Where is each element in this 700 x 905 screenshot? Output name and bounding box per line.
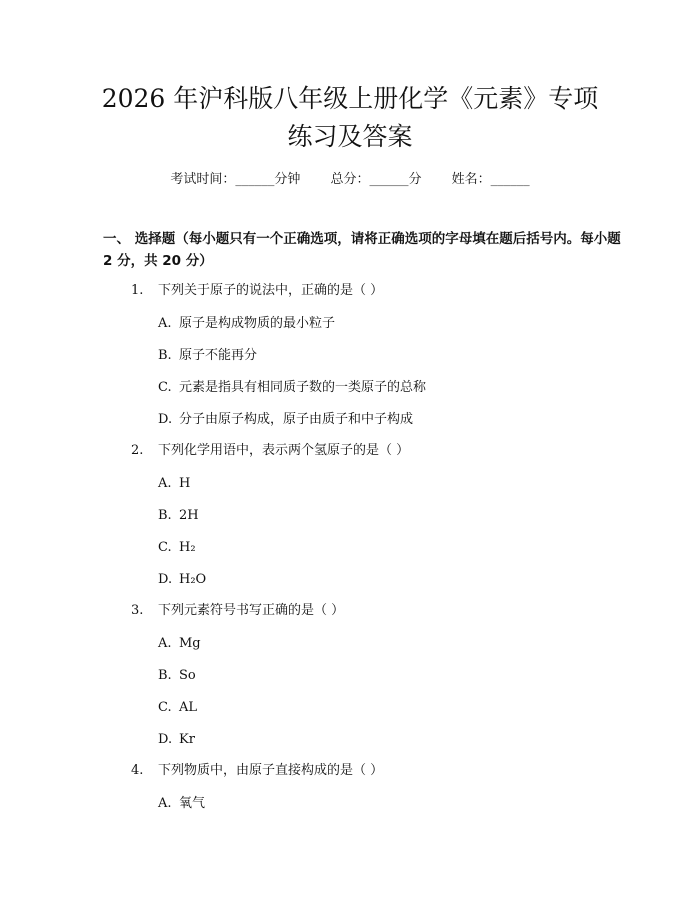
question-1-option-a — [158, 314, 335, 334]
option-label: C. — [158, 540, 172, 555]
question-1-option-b — [158, 346, 257, 366]
question-3-option-d — [158, 730, 195, 750]
question-text: 下列关于原子的说法中，正确的是（ ） — [158, 283, 384, 298]
option-label: C. — [158, 380, 172, 395]
option-label: A. — [158, 636, 172, 651]
question-text: 下列元素符号书写正确的是（ ） — [158, 603, 345, 618]
question-1 — [131, 281, 383, 301]
question-text: 下列物质中，由原子直接构成的是（ ） — [158, 763, 384, 778]
option-text: 原子是构成物质的最小粒子 — [179, 316, 336, 331]
option-text: 2H — [179, 508, 199, 523]
option-label: B. — [158, 508, 172, 523]
option-text: H — [179, 476, 191, 491]
question-number: 2. — [131, 443, 144, 458]
option-label: A. — [158, 316, 172, 331]
question-3-option-a — [158, 634, 201, 654]
question-4 — [131, 761, 383, 781]
option-label: A. — [158, 796, 172, 811]
option-text: AL — [179, 700, 198, 715]
option-label: D. — [158, 732, 173, 747]
question-3 — [131, 601, 344, 621]
option-label: D. — [158, 412, 173, 427]
question-number: 4. — [131, 763, 144, 778]
option-text: Kr — [179, 732, 195, 747]
question-2 — [131, 441, 409, 461]
question-1-option-c — [158, 378, 426, 398]
question-3-option-b — [158, 666, 196, 686]
question-number: 3. — [131, 603, 144, 618]
question-number: 1. — [131, 283, 144, 298]
question-text: 下列化学用语中，表示两个氢原子的是（ ） — [158, 443, 410, 458]
option-text: Mg — [179, 636, 201, 651]
question-2-option-b — [158, 506, 199, 526]
option-text: H₂O — [179, 572, 207, 587]
option-text: 元素是指具有相同质子数的一类原子的总称 — [179, 380, 427, 395]
question-2-option-d — [158, 570, 206, 590]
option-text: H₂ — [179, 540, 196, 555]
document-title — [0, 80, 700, 156]
section-heading: 一、 选择题（每小题只有一个正确选项，请将正确选项的字母填在题后括号内。每小题 2 分，共 20 分） — [103, 231, 621, 269]
exam-time: 考试时间：______分钟 — [170, 172, 301, 187]
exam-meta — [0, 168, 700, 187]
question-2-option-a — [158, 474, 190, 494]
student-name: 姓名：______ — [451, 172, 530, 187]
title-line-1: 2026 年沪科版八年级上册化学《元素》专项 — [101, 84, 599, 113]
option-text: 原子不能再分 — [179, 348, 258, 363]
title-line-2: 练习及答案 — [287, 122, 413, 151]
option-text: 氧气 — [179, 796, 206, 811]
question-3-option-c — [158, 698, 197, 718]
question-1-option-d — [158, 410, 413, 430]
option-label: B. — [158, 668, 172, 683]
question-2-option-c — [158, 538, 196, 558]
option-label: A. — [158, 476, 172, 491]
option-text: 分子由原子构成，原子由质子和中子构成 — [179, 412, 414, 427]
option-text: So — [179, 668, 196, 683]
exam-total-score: 总分：______分 — [330, 172, 422, 187]
question-4-option-a — [158, 794, 205, 814]
option-label: D. — [158, 572, 173, 587]
option-label: C. — [158, 700, 172, 715]
option-label: B. — [158, 348, 172, 363]
